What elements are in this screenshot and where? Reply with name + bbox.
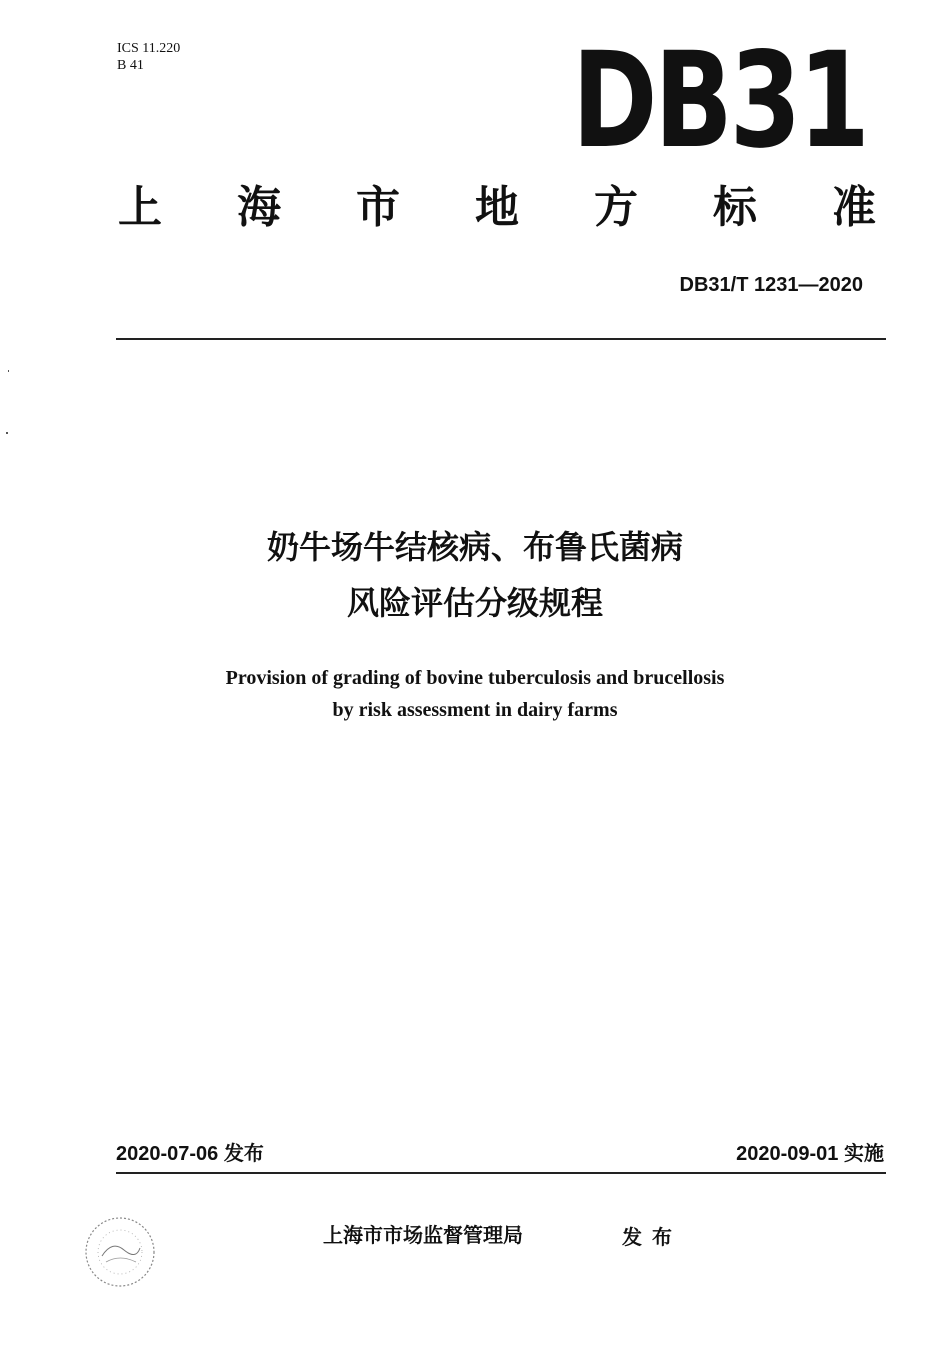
standard-type-char: 上 xyxy=(118,182,162,233)
chinese-title-line-1: 奶牛场牛结核病、布鲁氏菌病 xyxy=(266,528,683,566)
standard-type-char: 地 xyxy=(475,182,519,233)
seal-stamp-image xyxy=(80,1212,160,1292)
top-divider xyxy=(116,338,886,340)
bottom-divider xyxy=(116,1172,886,1174)
standard-number: DB31/T 1231—2020 xyxy=(679,274,863,296)
english-title-line-2: by risk assessment in dairy farms xyxy=(332,699,618,721)
db31-logo: DB31 xyxy=(572,24,867,178)
chinese-title-line-2: 风险评估分级规程 xyxy=(346,584,603,622)
ccs-code: B 41 xyxy=(117,58,144,73)
publish-date: 2020-07-06 发布 xyxy=(116,1143,264,1165)
ics-code: ICS 11.220 xyxy=(117,41,181,56)
standard-type-char: 准 xyxy=(832,182,876,233)
scan-speck xyxy=(8,370,9,372)
english-title-line-1: Provision of grading of bovine tuberculosis and brucellosis xyxy=(225,667,725,689)
standard-type-title xyxy=(118,180,876,236)
standard-type-char: 市 xyxy=(356,182,400,233)
classification-codes xyxy=(117,40,180,74)
implement-date: 2020-09-01 实施 xyxy=(736,1143,884,1165)
standard-type-char: 海 xyxy=(237,182,281,233)
scan-speck xyxy=(6,432,8,434)
standard-type-char: 方 xyxy=(594,182,638,233)
issue-label: 发布 xyxy=(622,1225,682,1249)
standard-type-char: 标 xyxy=(713,182,757,233)
issuing-authority: 上海市市场监督管理局 xyxy=(323,1223,523,1247)
